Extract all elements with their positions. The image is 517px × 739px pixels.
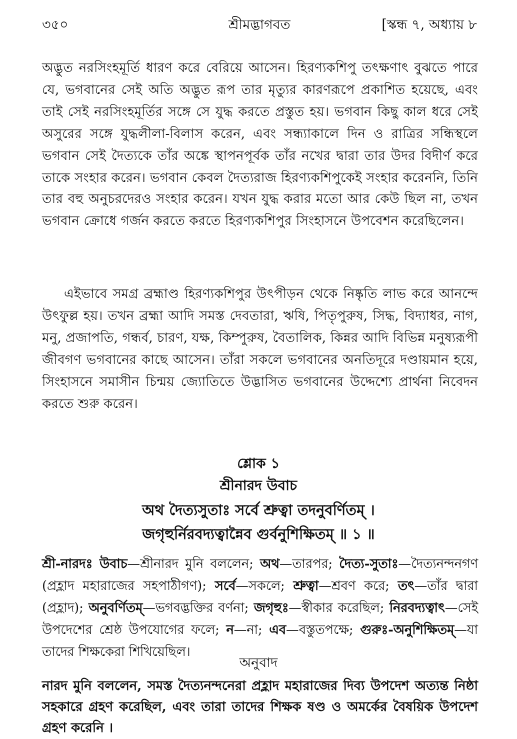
synonym-term: এব xyxy=(269,623,287,638)
synonym-term: তৎ xyxy=(397,579,415,594)
page-header xyxy=(42,14,477,36)
synonym-meaning: যা তাদের শিক্ষকেরা শিখিয়েছিল। xyxy=(42,623,478,660)
synonym-term: শ্রুত্বা xyxy=(293,579,319,594)
synonym-term: শ্রী-নারদঃ উবাচ xyxy=(42,557,128,572)
synonym-term: নিরবদ্যত্বাৎ xyxy=(389,601,445,616)
verse-line-2: জগৃহুর্নিরবদ্যত্বান্নৈব গুর্বনুশিক্ষিতম্ ॥ ১ ॥ xyxy=(142,526,375,543)
synonym-term: অথ xyxy=(260,557,280,572)
word-for-word-synonyms: শ্রী-নারদঃ উবাচ—শ্রীনারদ মুনি বললেন; অথ—তারপর; দৈত্য-সুতাঃ—দৈত্যনন্দনগণ (প্রহ্লাদ মহারাজের সহপাঠীগণ); সর্বে—সকলে; শ্রুত্বা—শ্রবণ করে; তৎ—তাঁর দ্বারা (প্রহ্লাদ); অনুবর্ণিতম্—ভগবদ্ভক্তির বর্ণনা; জগৃহুঃ—স্বীকার করেছিল; নিরবদ্যত্বাৎ—সেই উপদেশের শ্রেষ্ঠ উপযোগের ফলে; ন—না; এব—বস্তুতপক্ষে; গুরুঃ-অনুশিক্ষিতম্—যা তাদের শিক্ষকেরা শিখিয়েছিল। xyxy=(42,557,478,660)
synonym-meaning: ভগবদ্ভক্তির বর্ণনা; xyxy=(155,601,254,616)
translation-heading: অনুবাদ xyxy=(239,655,278,671)
purport-paragraph-2: এইভাবে সমগ্র ব্রহ্মাণ্ড হিরণ্যকশিপুর উৎপীড়ন থেকে নিষ্কৃতি লাভ করে আনন্দে উৎফুল্ল হয়। তখন ব্রহ্মা আদি সমস্ত দেবতারা, ঋষি, পিতৃপুরুষ, সিদ্ধ, বিদ্যাধর, নাগ, মনু, প্রজাপতি, গন্ধর্ব, চারণ, যক্ষ, কিম্পুরুষ, বৈতালিক, কিন্নর আদি বিভিন্ন মনুষ্যরূপী জীবগণ ভগবানের কাছে আসেন। তাঁরা সকলে ভগবানের অনতিদূরে দণ্ডায়মান হয়ে, সিংহাসনে সমাসীন চিন্ময় জ্যোতিতে উদ্ভাসিত ভগবানের উদ্দেশ্যে প্রার্থনা নিবেদন করতে শুরু করেন। xyxy=(42,287,478,412)
purport-paragraph-1: অদ্ভুত নরসিংহমূর্তি ধারণ করে বেরিয়ে আসেন। হিরণ্যকশিপু তৎক্ষণাৎ বুঝতে পারে যে, ভগবানের সেই অতি অদ্ভুত রূপ তার মৃত্যুর কারণরূপে প্রকাশিত হয়েছে, এবং তাই সেই নরসিংহমূর্তির সঙ্গে সে যুদ্ধ করতে প্রস্তুত হয়। ভগবান কিছু কাল ধরে সেই অসুরের সঙ্গে যুদ্ধলীলা-বিলাস করেন, এবং সন্ধ্যাকালে দিন ও রাত্রির সন্ধিস্থলে ভগবান সেই দৈত্যকে তাঁর অঙ্কে স্থাপনপূর্বক তাঁর নখের দ্বারা তার উদর বিদীর্ণ করে তাকে সংহার করেন। ভগবান কেবল দৈত্যরাজ হিরণ্যকশিপুকেই সংহার করেননি, তিনি তার বহু অনুচরদেরও সংহার করেন। যখন যুদ্ধ করার মতো আর কেউ ছিল না, তখন ভগবান ক্রোধে গর্জন করতে করতে হিরণ্যকশিপুর সিংহাসনে উপবেশন করেছিলেন। xyxy=(42,61,478,230)
synonym-meaning: সেই উপদেশের শ্রেষ্ঠ উপযোগের ফলে; xyxy=(42,601,478,638)
synonym-meaning: তারপর; xyxy=(292,557,340,572)
verse-heading: শ্লোক ১ xyxy=(237,456,280,472)
page-number: ৩৫০ xyxy=(42,17,69,33)
synonym-meaning: বস্তুতপক্ষে; xyxy=(298,623,361,638)
synonym-meaning: তাঁর দ্বারা (প্রহ্লাদ); xyxy=(42,579,478,616)
verse-speaker: শ্রীনারদ উবাচ xyxy=(219,478,298,494)
synonym-meaning: শ্রবণ করে; xyxy=(331,579,398,594)
synonym-meaning: শ্রীনারদ মুনি বললেন; xyxy=(140,557,260,572)
translation-text: নারদ মুনি বললেন, সমস্ত দৈত্যনন্দনেরা প্রহ্লাদ মহারাজের দিব্য উপদেশ অত্যন্ত নিষ্ঠা সহকারে গ্রহণ করেছিল, এবং তারা তাদের শিক্ষক ষণ্ড ও অমর্কের বৈষয়িক উপদেশ গ্রহণ করেনি । xyxy=(42,679,478,736)
running-title: শ্রীমদ্ভাগবত xyxy=(228,17,291,33)
synonym-term: সর্বে xyxy=(214,579,236,594)
synonym-term: ন xyxy=(226,623,234,638)
synonym-term: গুরুঃ-অনুশিক্ষিতম্ xyxy=(360,623,455,638)
synonym-meaning: স্বীকার করেছিল; xyxy=(301,601,390,616)
chapter-reference: [স্কন্ধ ৭, অধ্যায় ৮ xyxy=(381,17,477,33)
synonym-term: অনুবর্ণিতম্ xyxy=(88,601,143,616)
synonym-meaning: না; xyxy=(246,623,270,638)
synonym-term: জগৃহুঃ xyxy=(253,601,289,616)
verse-line-1: অথ দৈত্যসুতাঃ সর্বে শ্রুত্বা তদনুবর্ণিতম্ । xyxy=(142,502,375,519)
synonym-term: দৈত্য-সুতাঃ xyxy=(339,557,399,572)
synonym-meaning: সকলে; xyxy=(248,579,294,594)
synonym-meaning: দৈত্যনন্দনগণ (প্রহ্লাদ মহারাজের সহপাঠীগণ); xyxy=(42,557,478,594)
